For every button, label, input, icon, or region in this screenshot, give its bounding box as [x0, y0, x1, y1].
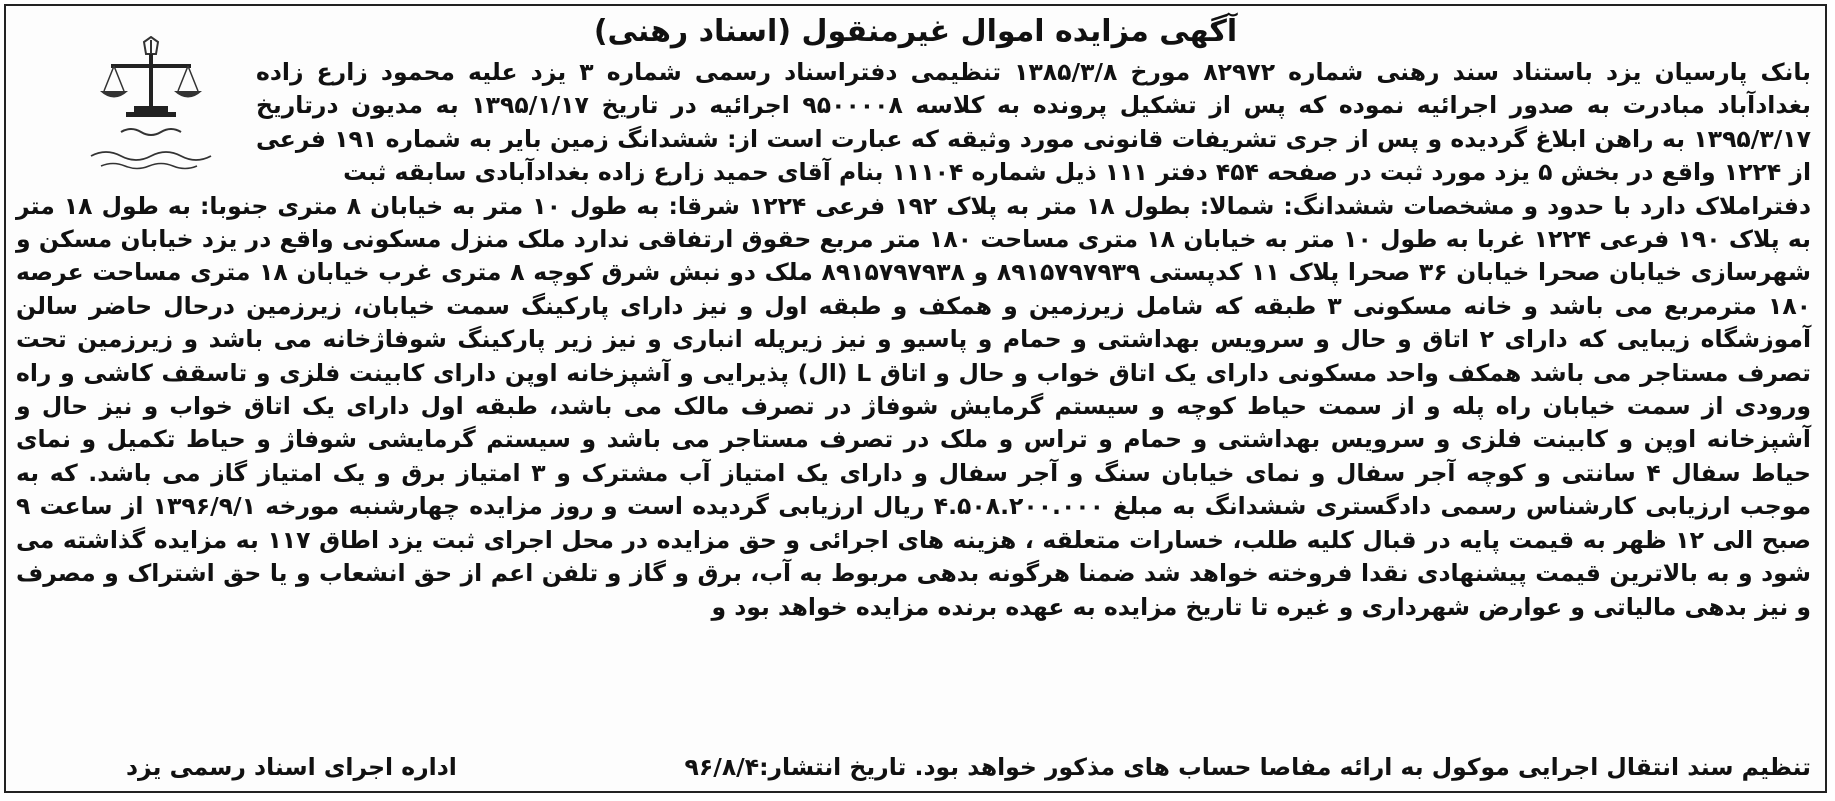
notice-title: آگهی مزایده اموال غیرمنقول (اسناد رهنی): [593, 14, 1238, 49]
notice-paragraph-lead: بانک پارسیان یزد باستناد سند رهنی شماره ۸۲۹۷۲ مورخ ۱۳۸۵/۳/۸ تنظیمی دفتراسناد رسمی شماره ۳ یزد علیه محمود زارع زاده بغدادآباد مبادرت به صدور اجرائیه نموده که پس از تشکیل پرونده به کلاسه ۹۵۰۰۰۰۸ اجرائیه در تاریخ ۱۳۹۵/۱/۱۷ به مدیون درتاریخ ۱۳۹۵/۳/۱۷ به راهن ابلاغ گردیده و پس از جری تشریفات قانونی مورد وثیقه که عبارت است از: ششدانگ زمین بایر به شماره ۱۹۱ فرعی از ۱۲۲۴ واقع در بخش ۵ یزد مورد ثبت در صفحه ۴۵۴ دفتر ۱۱۱ ذیل شماره ۱۱۱۰۴ بنام آقای حمید زارع زاده بغدادآبادی سابقه ثبت: [256, 58, 1811, 187]
notice-body: [16, 56, 1811, 624]
publication-date-line: تنظیم سند انتقال اجرایی موکول به ارائه مفاصا حساب های مذکور خواهد بود. تاریخ انتشار:۹۶/۸/۴: [684, 753, 1811, 781]
issuing-department: اداره اجرای اسناد رسمی یزد: [126, 753, 457, 781]
notice-paragraph-rest: دفتراملاک دارد با حدود و مشخصات ششدانگ: شمالا: بطول ۱۸ متر به پلاک ۱۹۲ فرعی ۱۲۲۴ شرقا: به طول ۱۰ متر به خیابان ۸ متری جنوبا: به طول ۱۸ متر به پلاک ۱۹۰ فرعی ۱۲۲۴ غربا به طول ۱۰ متر به خیابان ۱۸ متری مساحت ۱۸۰ متر مربع حقوق ارتفاقی ندارد ملک منزل مسکونی واقع در یزد خیابان مسکن و شهرسازی خیابان صحرا خیابان ۳۶ صحرا پلاک ۱۱ کدپستی ۸۹۱۵۷۹۷۹۳۹ و ۸۹۱۵۷۹۷۹۳۸ ملک دو نبش شرق کوچه ۸ متری غرب خیابان ۱۸ متری مساحت عرصه ۱۸۰ مترمربع می باشد و خانه مسکونی ۳ طبقه که شامل زیرزمین و همکف و طبقه اول و نیز دارای پارکینگ سمت خیابان، زیرزمین درحال حاضر سالن آموزشگاه زیبایی که دارای ۲ اتاق و حال و سرویس بهداشتی و حمام و پاسیو و نیز زیرپله انباری و نیز زیر پارکینگ شوفاژخانه می باشد و زیرزمین تحت تصرف مستاجر می باشد همکف واحد مسکونی دارای یک اتاق خواب و حال و اتاق L (ال) پذیرایی و آشپزخانه اوپن دارای کابینت فلزی و تاسقف کاشی و راه ورودی از سمت خیابان راه پله و از سمت حیاط کوچه و سیستم گرمایش شوفاژ در تصرف مالک می باشد، طبقه اول دارای یک اتاق خواب و نیز حال و آشپزخانه اوپن و کابینت فلزی و سرویس بهداشتی و حمام و تراس و ملک در تصرف مستاجر می باشد و سیستم گرمایشی شوفاژ و حیاط تکمیل و نمای حیاط سفال ۴ سانتی و کوچه آجر سفال و نمای خیابان سنگ و آجر سفال و دارای یک امتیاز آب مشترک و ۳ امتیاز برق و یک امتیاز گاز می باشد. که به موجب ارزیابی کارشناس رسمی دادگستری ششدانگ به مبلغ ۴.۵۰۸.۲۰۰.۰۰۰ ریال ارزیابی گردیده است و روز مزایده چهارشنبه مورخه ۱۳۹۶/۹/۱ از ساعت ۹ صبح الی ۱۲ ظهر به قیمت پایه در قبال کلیه طلب، خسارات متعلقه ، هزینه های اجرائی و حق مزایده در محل اجرای ثبت یزد اطاق ۱۱۷ به مزایده گذاشته می شود و به بالاترین قیمت پیشنهادی نقدا فروخته خواهد شد ضمنا هرگونه بدهی مربوط به آب، برق و گاز و تلفن اعم از حق انشعاب و یا حق اشتراک و مصرف و نیز بدهی مالیاتی و عوارض شهرداری و غیره تا تاریخ مزایده به عهده برنده مزایده خواهد بود و: [16, 191, 1812, 621]
notice-frame: [4, 4, 1827, 793]
notice-footer: [6, 749, 1825, 785]
